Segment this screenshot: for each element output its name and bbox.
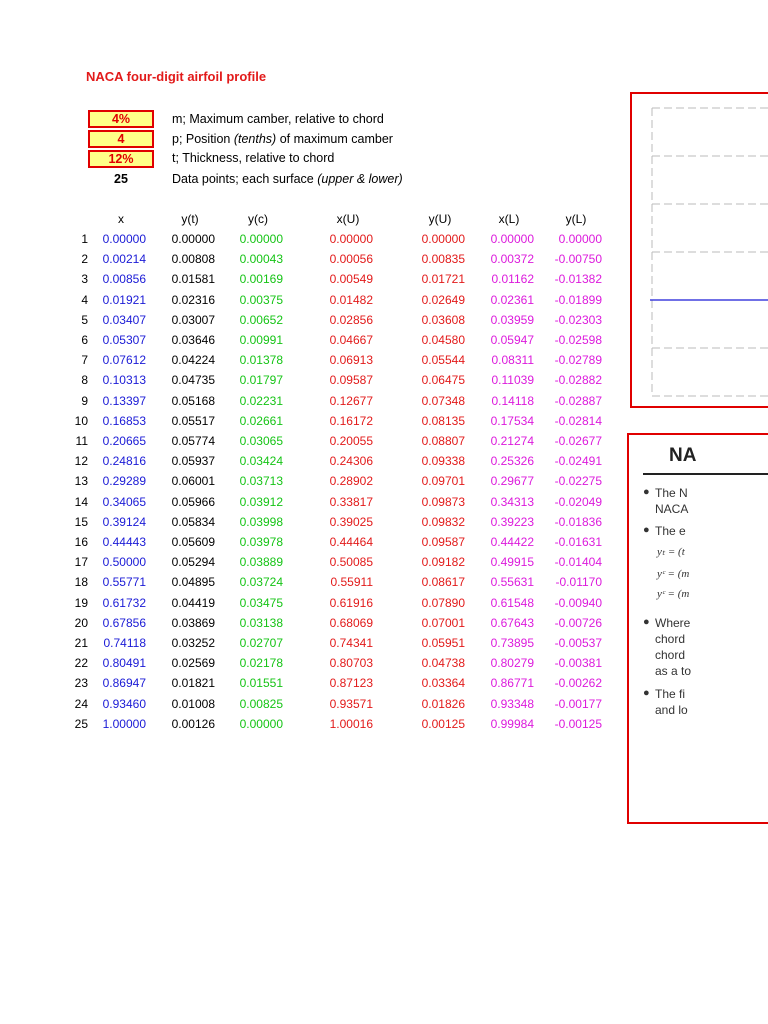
cell-xl: 0.02361 [490, 292, 534, 307]
cell-yl: -0.00381 [554, 656, 602, 671]
cell-yu: 0.08807 [421, 434, 465, 448]
formula-thickness: yₜ = (t [657, 546, 685, 558]
cell-yu: 0.07001 [421, 615, 465, 630]
cell-yc: 0.00375 [239, 292, 283, 307]
cell-yu: 0.05544 [421, 353, 465, 368]
cell-xu: 0.09587 [329, 373, 373, 388]
table-row [0, 673, 620, 693]
cell-xu: 0.33817 [329, 494, 373, 509]
cell-yt: 0.06001 [171, 474, 215, 489]
cell-xu: 0.74341 [329, 636, 373, 650]
cell-yt: 0.01008 [171, 696, 215, 711]
cell-yl: -0.00125 [554, 716, 602, 731]
cell-yc: 0.00652 [239, 312, 283, 327]
cell-x: 0.05307 [102, 333, 146, 347]
cell-xl: 0.44422 [490, 535, 534, 549]
cell-x: 0.00000 [102, 232, 146, 246]
cell-x: 0.24816 [102, 454, 146, 469]
cell-yl: -0.02887 [554, 393, 602, 408]
cell-yc: 0.01797 [239, 373, 283, 388]
row-index: 22 [74, 656, 88, 671]
table-row [0, 492, 620, 512]
cell-yu: 0.07890 [421, 595, 465, 610]
cell-yc: 0.01551 [239, 676, 283, 691]
row-index: 15 [74, 514, 88, 529]
cell-yt: 0.03252 [171, 636, 215, 650]
row-index: 4 [81, 292, 88, 307]
cell-xu: 1.00016 [329, 716, 373, 731]
table-row [0, 593, 620, 613]
table-row [0, 330, 620, 350]
header-yc: y(c) [248, 212, 268, 226]
cell-xu: 0.24306 [329, 454, 373, 469]
cell-xl: 0.05947 [490, 333, 534, 347]
cell-yl: -0.00940 [554, 595, 602, 610]
table-row [0, 613, 620, 633]
cell-xu: 0.00549 [329, 272, 373, 287]
cell-x: 0.20665 [102, 434, 146, 448]
info-title: NA [669, 445, 697, 466]
cell-yt: 0.02569 [171, 656, 215, 671]
cell-yu: 0.06475 [421, 373, 465, 388]
cell-xu: 0.28902 [329, 474, 373, 489]
table-row [0, 512, 620, 532]
header-yu: y(U) [428, 212, 452, 226]
cell-x: 0.39124 [102, 514, 146, 529]
cell-yc: 0.03978 [239, 535, 283, 549]
page-title: NACA four-digit airfoil profile [86, 69, 267, 84]
cell-x: 0.50000 [102, 555, 146, 570]
row-index: 2 [81, 252, 88, 267]
bullet-4-line-2: and lo [655, 703, 688, 717]
cell-yu: 0.04580 [421, 333, 465, 347]
airfoil-chart-panel [630, 92, 768, 408]
cell-yl: -0.02275 [554, 474, 602, 489]
cell-x: 0.93460 [102, 696, 146, 711]
cell-yl: -0.02814 [554, 413, 602, 428]
cell-xu: 0.04667 [329, 333, 373, 347]
p-desc-em: (tenths) [233, 132, 277, 146]
cell-yt: 0.04419 [171, 595, 215, 610]
cell-xu: 0.68069 [329, 615, 373, 630]
cell-x: 0.00214 [102, 252, 146, 267]
row-index: 7 [81, 353, 88, 368]
cell-yl: -0.00177 [554, 696, 602, 711]
cell-yc: 0.02231 [239, 393, 283, 408]
cell-yu: 0.09338 [421, 454, 465, 469]
cell-xl: 0.00372 [490, 252, 534, 267]
cell-yl: -0.00726 [554, 615, 602, 630]
cell-x: 0.80491 [102, 656, 146, 671]
row-index: 6 [81, 333, 88, 347]
cell-yl: -0.01404 [554, 555, 602, 570]
camber-position-description [172, 131, 393, 147]
cell-yt: 0.02316 [171, 292, 215, 307]
table-row [0, 471, 620, 491]
bullet-icon: ● [643, 486, 650, 498]
formula-camber-2: yᶜ = (m [657, 588, 690, 600]
cell-yt: 0.00000 [171, 232, 215, 246]
cell-x: 0.01921 [102, 292, 146, 307]
cell-xu: 0.00056 [329, 252, 373, 267]
row-index: 25 [74, 716, 88, 731]
cell-x: 0.13397 [102, 393, 146, 408]
row-index: 5 [81, 312, 88, 327]
cell-xl: 0.67643 [490, 615, 534, 630]
cell-xl: 0.86771 [490, 676, 534, 691]
thickness-description: t; Thickness, relative to chord [172, 151, 335, 165]
header-yl: y(L) [565, 212, 587, 226]
cell-yu: 0.04738 [421, 656, 465, 671]
cell-yc: 0.03912 [239, 494, 283, 509]
table-row [0, 370, 620, 390]
cell-yt: 0.03646 [171, 333, 215, 347]
cell-yc: 0.03713 [239, 474, 283, 489]
cell-yt: 0.05517 [171, 413, 215, 428]
row-index: 3 [81, 272, 88, 287]
cell-x: 0.74118 [103, 636, 146, 650]
cell-xl: 0.99984 [490, 716, 534, 731]
row-index: 21 [74, 636, 88, 650]
table-row [0, 269, 620, 289]
cell-xu: 0.06913 [329, 353, 373, 368]
cell-yl: -0.02491 [554, 454, 602, 469]
table-row [0, 290, 620, 310]
cell-xl: 0.55631 [490, 575, 534, 590]
bullet-3-line-1: Where [655, 616, 691, 630]
cell-yc: 0.03138 [239, 615, 283, 630]
table-row [0, 572, 620, 592]
p-desc-pre: p; Position [172, 132, 234, 146]
table-row [0, 633, 620, 653]
cell-yc: 0.00991 [239, 333, 283, 347]
cell-yl: -0.01382 [554, 272, 602, 287]
row-index: 17 [74, 555, 88, 570]
camber-input[interactable]: 4% [88, 110, 154, 128]
row-index: 9 [81, 393, 88, 408]
row-index: 20 [74, 615, 88, 630]
cell-yc: 0.03889 [239, 555, 283, 570]
cell-xl: 0.03959 [490, 312, 534, 327]
cell-yc: 0.02707 [239, 636, 283, 650]
cell-x: 0.29289 [102, 474, 146, 489]
cell-yu: 0.05951 [421, 636, 465, 650]
cell-yt: 0.04735 [171, 373, 215, 388]
cell-xl: 0.93348 [490, 696, 534, 711]
row-index: 14 [74, 494, 88, 509]
cell-xu: 0.01482 [329, 292, 373, 307]
cell-yc: 0.03724 [239, 575, 283, 590]
table-row [0, 653, 620, 673]
table-row [0, 431, 620, 451]
header-x: x [118, 212, 124, 226]
cell-yl: -0.01899 [554, 292, 602, 307]
camber-description: m; Maximum camber, relative to chord [172, 112, 384, 126]
table-row [0, 532, 620, 552]
cell-xl: 0.08311 [491, 353, 534, 368]
cell-yl: 0.00000 [558, 232, 602, 246]
cell-x: 0.44443 [102, 535, 146, 549]
cell-yu: 0.02649 [421, 292, 465, 307]
cell-yc: 0.00043 [239, 252, 283, 267]
cell-yt: 0.04224 [171, 353, 215, 368]
cell-xu: 0.02856 [329, 312, 373, 327]
cell-yu: 0.00125 [421, 716, 465, 731]
cell-yu: 0.03608 [421, 312, 465, 327]
cell-yt: 0.00126 [171, 716, 215, 731]
cell-yc: 0.00169 [239, 272, 283, 287]
cell-xl: 0.21274 [490, 434, 534, 448]
cell-xl: 0.25326 [490, 454, 534, 469]
cell-xl: 0.34313 [490, 494, 534, 509]
info-panel [627, 433, 768, 824]
row-index: 11 [75, 434, 88, 448]
cell-yc: 0.02661 [239, 413, 283, 428]
bullet-2-line-1: The e [655, 524, 686, 538]
cell-yl: -0.01170 [555, 575, 602, 590]
cell-yl: -0.02677 [554, 434, 602, 448]
cell-xl: 0.73895 [490, 636, 534, 650]
cell-yc: 0.02178 [239, 656, 283, 671]
cell-yt: 0.01581 [171, 272, 215, 287]
cell-yt: 0.04895 [171, 575, 215, 590]
cell-yc: 0.00000 [239, 232, 283, 246]
n-desc-pre: Data points; each surface [172, 172, 318, 186]
cell-yc: 0.03475 [239, 595, 283, 610]
bullet-3-line-4: as a to [655, 664, 692, 678]
cell-yl: -0.02789 [554, 353, 602, 368]
cell-yl: -0.01631 [554, 535, 602, 549]
cell-yl: -0.00537 [554, 636, 602, 650]
bullet-icon: ● [643, 687, 650, 699]
cell-yt: 0.05294 [171, 555, 215, 570]
row-index: 24 [74, 696, 88, 711]
cell-yu: 0.08617 [421, 575, 465, 590]
bullet-icon: ● [643, 616, 650, 628]
cell-yt: 0.05834 [171, 514, 215, 529]
cell-yu: 0.01721 [421, 272, 465, 287]
row-index: 12 [74, 454, 88, 469]
cell-xl: 0.49915 [490, 555, 534, 570]
cell-yu: 0.00835 [421, 252, 465, 267]
cell-yt: 0.05937 [171, 454, 215, 469]
data-points-value[interactable]: 25 [114, 172, 128, 186]
row-index: 8 [81, 373, 88, 388]
row-index: 23 [74, 676, 88, 691]
row-index: 13 [74, 474, 88, 489]
cell-x: 0.16853 [102, 413, 146, 428]
cell-yt: 0.03869 [171, 615, 215, 630]
cell-yu: 0.00000 [421, 232, 465, 246]
header-xu: x(U) [336, 212, 360, 226]
cell-yl: -0.01836 [554, 514, 602, 529]
cell-xl: 0.61548 [490, 595, 534, 610]
cell-yu: 0.01826 [421, 696, 465, 711]
cell-yl: -0.02049 [554, 494, 602, 509]
cell-yu: 0.09587 [421, 535, 465, 549]
cell-yt: 0.05774 [171, 434, 215, 448]
bullet-icon: ● [643, 524, 650, 536]
cell-yc: 0.03065 [239, 434, 283, 448]
cell-xl: 0.14118 [491, 393, 534, 408]
cell-yt: 0.05966 [171, 494, 215, 509]
bullet-3-line-2: chord [655, 632, 686, 646]
cell-yt: 0.01821 [171, 676, 215, 691]
cell-yc: 0.03998 [239, 514, 283, 529]
cell-xu: 0.12677 [329, 393, 373, 408]
cell-yu: 0.03364 [421, 676, 465, 691]
table-row [0, 249, 620, 269]
cell-yu: 0.09701 [421, 474, 465, 489]
cell-xu: 0.00000 [329, 232, 373, 246]
data-points-description [172, 171, 403, 187]
cell-yu: 0.07348 [421, 393, 465, 408]
cell-xu: 0.44464 [329, 535, 373, 549]
row-index: 10 [74, 413, 88, 428]
cell-xl: 0.00000 [490, 232, 534, 246]
cell-yt: 0.00808 [171, 252, 215, 267]
camber-position-input[interactable]: 4 [88, 130, 154, 148]
row-index: 19 [74, 595, 88, 610]
formula-camber-1: yᶜ = (m [657, 568, 690, 580]
table-row [0, 714, 620, 734]
cell-yt: 0.05609 [171, 535, 215, 549]
table-header-row [0, 209, 620, 229]
cell-xu: 0.20055 [329, 434, 373, 448]
cell-x: 0.86947 [102, 676, 146, 691]
bullet-4-line-1: The fi [655, 687, 686, 701]
cell-xl: 0.80279 [490, 656, 534, 671]
cell-xl: 0.11039 [491, 373, 534, 388]
cell-x: 0.61732 [102, 595, 146, 610]
bullet-1-line-1: The N [655, 486, 688, 500]
info-divider [643, 473, 768, 475]
n-desc-em: (upper & lower) [317, 172, 403, 186]
thickness-input[interactable]: 12% [88, 150, 154, 168]
airfoil-chart [632, 94, 768, 408]
table-row [0, 391, 620, 411]
cell-yt: 0.05168 [171, 393, 215, 408]
header-yt: y(t) [181, 212, 199, 226]
cell-yu: 0.08135 [421, 413, 465, 428]
table-row [0, 411, 620, 431]
cell-yc: 0.00825 [239, 696, 283, 711]
cell-x: 0.67856 [102, 615, 146, 630]
table-row [0, 694, 620, 714]
cell-xu: 0.93571 [329, 696, 373, 711]
cell-x: 1.00000 [102, 716, 146, 731]
cell-xl: 0.39223 [490, 514, 534, 529]
cell-yl: -0.00750 [554, 252, 602, 267]
p-desc-post: of maximum camber [276, 132, 393, 146]
table-row [0, 350, 620, 370]
cell-x: 0.03407 [102, 312, 146, 327]
cell-x: 0.00856 [102, 272, 146, 287]
cell-yc: 0.03424 [239, 454, 283, 469]
row-index: 1 [81, 232, 88, 246]
cell-x: 0.55771 [102, 575, 146, 590]
cell-yc: 0.01378 [239, 353, 283, 368]
row-index: 18 [74, 575, 88, 590]
cell-xu: 0.50085 [329, 555, 373, 570]
cell-yu: 0.09873 [421, 494, 465, 509]
table-row [0, 229, 620, 249]
cell-yl: -0.00262 [554, 676, 602, 691]
cell-xu: 0.80703 [329, 656, 373, 671]
cell-xl: 0.01162 [491, 272, 534, 287]
cell-yt: 0.03007 [171, 312, 215, 327]
cell-yl: -0.02882 [554, 373, 602, 388]
cell-x: 0.07612 [102, 353, 146, 368]
cell-yu: 0.09832 [421, 514, 465, 529]
cell-xu: 0.55911 [330, 575, 373, 590]
table-row [0, 310, 620, 330]
cell-yu: 0.09182 [421, 555, 465, 570]
cell-xu: 0.61916 [329, 595, 373, 610]
table-row [0, 451, 620, 471]
bullet-1-line-2: NACA [655, 502, 689, 516]
cell-xl: 0.17534 [490, 413, 534, 428]
header-xl: x(L) [498, 212, 520, 226]
cell-yl: -0.02303 [554, 312, 602, 327]
cell-yc: 0.00000 [239, 716, 283, 731]
cell-xl: 0.29677 [490, 474, 534, 489]
cell-xu: 0.16172 [329, 413, 373, 428]
cell-xu: 0.87123 [329, 676, 373, 691]
cell-yl: -0.02598 [554, 333, 602, 347]
cell-xu: 0.39025 [329, 514, 373, 529]
cell-x: 0.34065 [102, 494, 146, 509]
bullet-3-line-3: chord [655, 648, 686, 662]
table-row [0, 552, 620, 572]
row-index: 16 [74, 535, 88, 549]
cell-x: 0.10313 [102, 373, 146, 388]
